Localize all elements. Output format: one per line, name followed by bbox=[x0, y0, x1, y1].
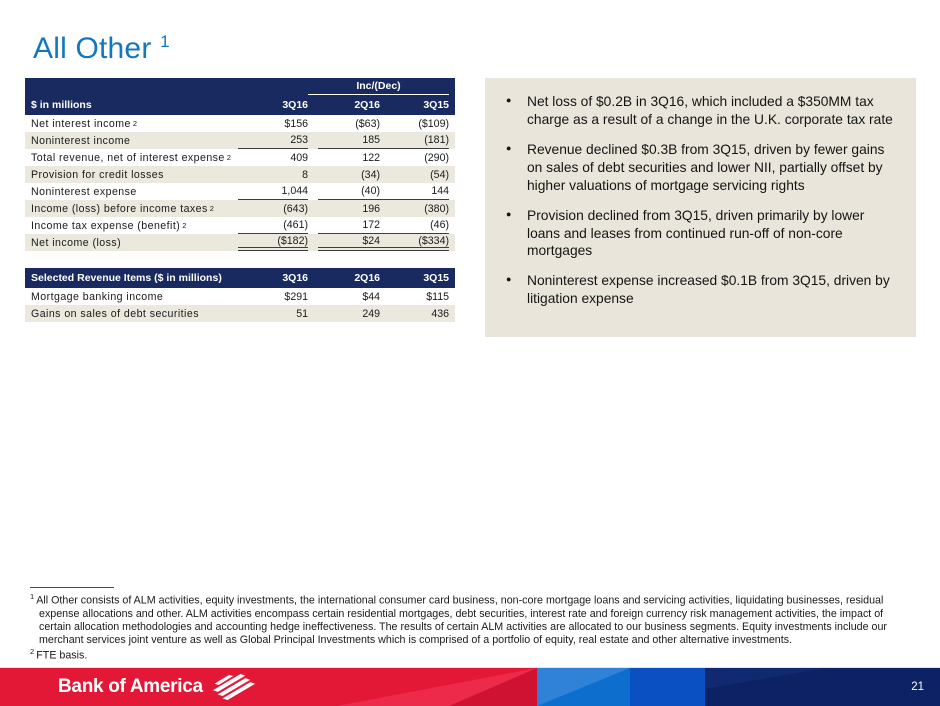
column-header-3q16: 3Q16 bbox=[282, 99, 308, 111]
footer bbox=[0, 667, 940, 705]
revenue-table-header bbox=[25, 268, 455, 288]
row-label: Provision for credit losses bbox=[31, 168, 164, 181]
footnote-divider bbox=[30, 587, 114, 588]
footnote-list bbox=[30, 592, 912, 663]
cell-3Q15: (54) bbox=[430, 168, 449, 181]
revenue-table-body bbox=[25, 288, 455, 322]
footer-blue-segment bbox=[630, 668, 705, 706]
footnote-marker: 2 bbox=[209, 204, 215, 213]
cell-2Q16: 172 bbox=[318, 217, 380, 234]
footnote-marker: 2 bbox=[182, 221, 187, 230]
table-row bbox=[25, 234, 455, 251]
bank-of-america-logo bbox=[58, 668, 256, 706]
cell-3Q16: $291 bbox=[284, 290, 308, 303]
cell-3Q15: (290) bbox=[424, 151, 449, 164]
cell-2Q16: 249 bbox=[362, 307, 380, 320]
cell-2Q16: 185 bbox=[318, 132, 380, 149]
cell-3Q16: 253 bbox=[238, 132, 308, 149]
footnote-marker: 1 bbox=[30, 592, 37, 601]
table-row bbox=[25, 200, 455, 217]
table-row bbox=[25, 149, 455, 166]
bullet-item: ● Revenue declined $0.3B from 3Q15, driven by fewer gains on sales of debt securities and lower NII, partially offset by higher valuations of mortgage servicing rights bbox=[503, 141, 896, 195]
page-number: 21 bbox=[911, 681, 924, 693]
footnote-marker: 2 bbox=[132, 119, 138, 128]
cell-2Q16: $24 bbox=[318, 234, 380, 251]
footer-blue-diagonal bbox=[537, 668, 630, 706]
row-label: Net interest income 2 bbox=[31, 117, 138, 130]
row-label: Noninterest income bbox=[31, 134, 131, 147]
bank-of-america-wordmark: Bank of America bbox=[58, 676, 203, 697]
table-row bbox=[25, 305, 455, 322]
cell-3Q15: 436 bbox=[431, 307, 449, 320]
cell-3Q15: ($334) bbox=[380, 234, 449, 251]
column-header-2q16: 2Q16 bbox=[354, 99, 380, 111]
revenue-header-label: Selected Revenue Items ($ in millions) bbox=[31, 272, 222, 284]
cell-3Q16: (643) bbox=[283, 202, 308, 215]
bullet-item: ● Noninterest expense increased $0.1B from 3Q15, driven by litigation expense bbox=[503, 272, 896, 308]
cell-3Q15: ($109) bbox=[418, 117, 449, 130]
cell-3Q15: (46) bbox=[380, 217, 449, 234]
row-label: Net income (loss) bbox=[31, 236, 122, 249]
selected-revenue-table bbox=[25, 268, 455, 322]
bullet-item: ● Provision declined from 3Q15, driven primarily by lower loans and leases from continued run-off of non-core mortgages bbox=[503, 207, 896, 261]
table-row bbox=[25, 115, 455, 132]
cell-3Q16: 8 bbox=[302, 168, 308, 181]
bullet-item: ● Net loss of $0.2B in 3Q16, which included a $350MM tax charge as a result of a change in the U.K. corporate tax rate bbox=[503, 93, 896, 129]
footnote-marker: 2 bbox=[30, 647, 37, 657]
cell-3Q16: (461) bbox=[238, 217, 308, 234]
cell-3Q16: 1,044 bbox=[238, 183, 308, 200]
table-row bbox=[25, 217, 455, 234]
footer-light-blue-segment bbox=[537, 668, 630, 706]
footer-navy-segment bbox=[705, 668, 940, 706]
cell-2Q16: (34) bbox=[361, 168, 380, 181]
table-row bbox=[25, 132, 455, 149]
cell-3Q15: (181) bbox=[380, 132, 449, 149]
footnote-marker: 2 bbox=[226, 153, 232, 162]
column-header-3q16: 3Q16 bbox=[282, 272, 308, 284]
income-table-header bbox=[25, 78, 455, 115]
cell-3Q15: (380) bbox=[424, 202, 449, 215]
cell-3Q15: 144 bbox=[380, 183, 449, 200]
cell-2Q16: 122 bbox=[362, 151, 380, 164]
column-header-3q15: 3Q15 bbox=[423, 272, 449, 284]
cell-3Q16: 409 bbox=[290, 151, 308, 164]
footnote: $^2$ FTE basis. bbox=[30, 647, 88, 662]
cell-2Q16: 196 bbox=[362, 202, 380, 215]
row-label: Noninterest expense bbox=[31, 185, 137, 198]
income-table-body bbox=[25, 115, 455, 251]
cell-2Q16: $44 bbox=[362, 290, 380, 303]
page-title: All Other $^1$ bbox=[33, 32, 170, 66]
inc-dec-group-header: Inc/(Dec) bbox=[308, 80, 449, 95]
row-label: Mortgage banking income bbox=[31, 290, 164, 303]
column-header-2q16: 2Q16 bbox=[354, 272, 380, 284]
footer-red-segment bbox=[0, 668, 537, 706]
bullet-list bbox=[503, 93, 896, 308]
cell-3Q16: 51 bbox=[296, 307, 308, 320]
footnote: $^1$ All Other consists of ALM activities, equity investments, the international consumer card business, non-core mortgage loans and servicing activities, liquidating businesses, residual expense allocations and other. ALM activities encompass certain residential mortgages, debt securities, interest rate and foreign currency risk management activities, the impact of certain allocation methodologies and accounting hedge ineffectiveness. The results of certain ALM activities are allocated to our business segments. Equity investments include our merchant services joint venture as well as Global Principal Investments which is comprised of a portfolio of equity, real estate and other alternative investments. bbox=[30, 592, 887, 647]
footer-navy-diagonal bbox=[705, 668, 825, 706]
row-label: Income tax expense (benefit) 2 bbox=[31, 219, 187, 232]
row-label: Gains on sales of debt securities bbox=[31, 307, 199, 320]
cell-3Q16: $156 bbox=[284, 117, 308, 130]
bank-of-america-flag-icon bbox=[212, 674, 256, 700]
table-row bbox=[25, 288, 455, 305]
title-footnote-marker: 1 bbox=[160, 32, 170, 52]
cell-3Q15: $115 bbox=[426, 290, 449, 303]
commentary-panel bbox=[485, 78, 916, 337]
table-row bbox=[25, 166, 455, 183]
cell-2Q16: (40) bbox=[318, 183, 380, 200]
row-label: Total revenue, net of interest expense 2 bbox=[31, 151, 232, 164]
row-label: Income (loss) before income taxes 2 bbox=[31, 202, 215, 215]
table-row bbox=[25, 183, 455, 200]
income-statement-table bbox=[25, 78, 455, 251]
footnote-section bbox=[30, 587, 912, 663]
column-header-3q15: 3Q15 bbox=[423, 99, 449, 111]
cell-3Q16: ($182) bbox=[238, 234, 308, 251]
corner-label: $ in millions bbox=[31, 99, 92, 111]
cell-2Q16: ($63) bbox=[355, 117, 380, 130]
